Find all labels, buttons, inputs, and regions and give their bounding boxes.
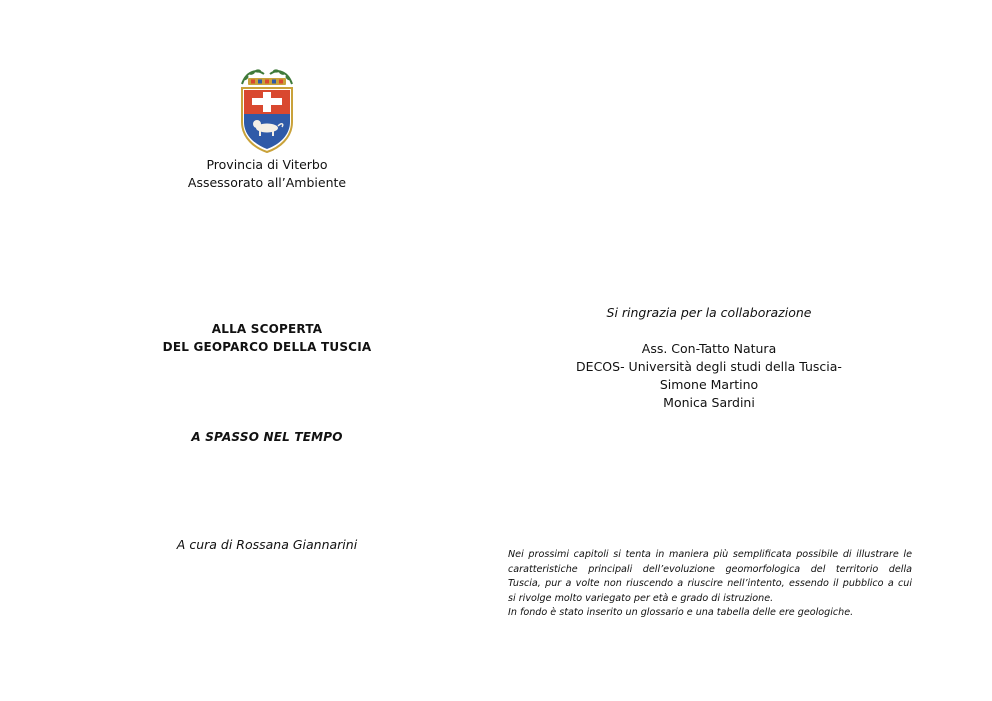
intro-line: In fondo è stato inserito un glossario e una tabella delle ere geologiche. xyxy=(508,607,854,618)
thanks-heading: Si ringrazia per la collaborazione xyxy=(606,305,812,320)
credit-line: Ass. Con-Tatto Natura xyxy=(641,341,777,356)
right-page xyxy=(496,0,992,701)
credit-line: Monica Sardini xyxy=(663,395,755,410)
intro-line: Nei prossimi capitoli si tenta in maniera più semplificata possibile di illustrare le xyxy=(508,549,912,560)
intro-line: caratteristiche principali dell’evoluzione geomorfologica del territorio della xyxy=(508,563,912,575)
intro-line: si rivolge molto variegato per età e grado di istruzione. xyxy=(508,592,774,604)
department-name: Assessorato all’Ambiente xyxy=(187,175,347,190)
credit-line: Simone Martino xyxy=(659,377,759,392)
subtitle: A SPASSO NEL TEMPO xyxy=(191,430,343,444)
coat-of-arms-icon xyxy=(234,66,300,154)
intro-paragraph xyxy=(508,548,912,621)
institution-name: Provincia di Viterbo xyxy=(206,157,328,172)
credit-line: DECOS- Università degli studi della Tuscia- xyxy=(576,359,842,374)
title-line-1: ALLA SCOPERTA xyxy=(211,322,323,336)
editor-credit: A cura di Rossana Giannarini xyxy=(176,537,358,552)
title-line-2: DEL GEOPARCO DELLA TUSCIA xyxy=(162,340,372,354)
intro-line: Tuscia, pur a volte non riuscendo a riuscire nell’intento, essendo il pubblico a cui xyxy=(508,578,912,589)
